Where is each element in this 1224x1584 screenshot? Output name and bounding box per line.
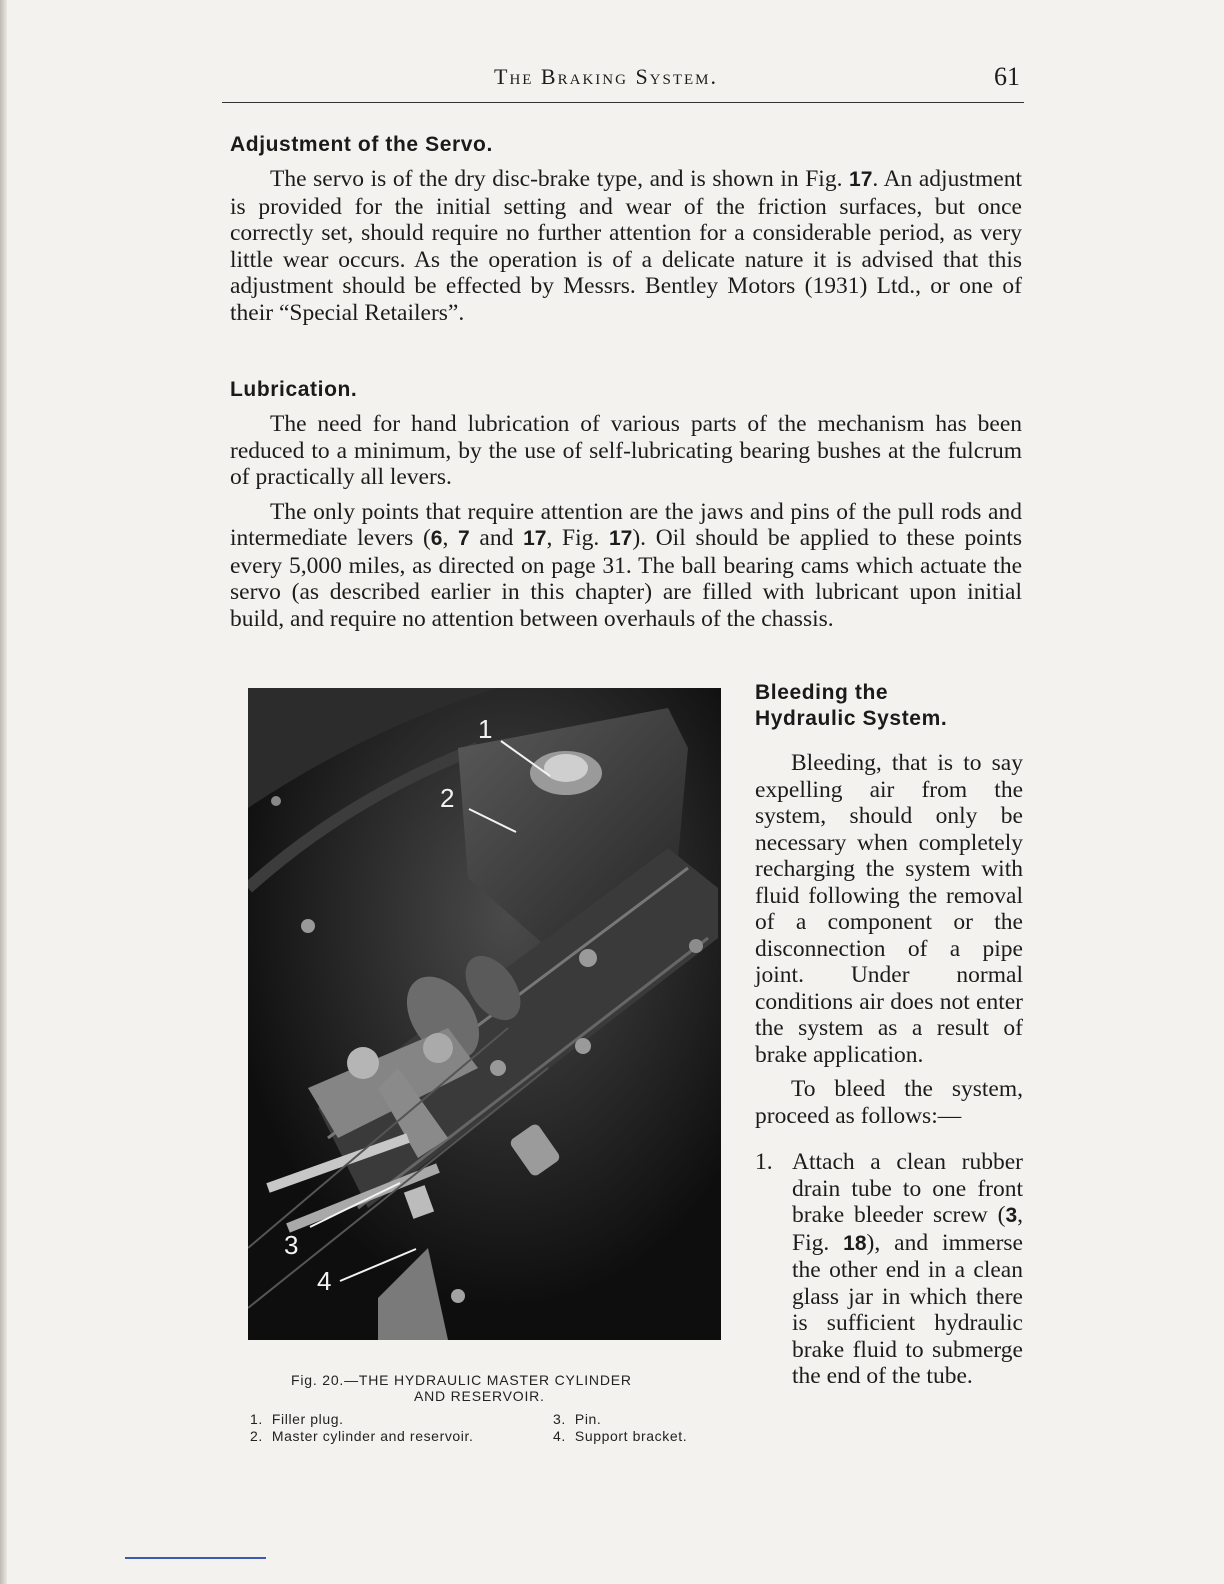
running-header — [222, 62, 1024, 103]
heading-lubrication: Lubrication. — [230, 378, 358, 401]
page-edge-shadow — [0, 0, 7, 1584]
bleeding-text — [755, 750, 1023, 1129]
heading-bleeding — [755, 680, 947, 732]
figure-caption-line-1: Fig. 20.—THE HYDRAULIC MASTER CYLINDER — [291, 1372, 632, 1388]
footer-rule — [125, 1557, 266, 1559]
lubrication-text — [230, 411, 1022, 632]
legend-item-2: 2. Master cylinder and reservoir. — [250, 1428, 474, 1444]
lubrication-paragraph-2: The only points that require attention are the jaws and pins of the pull rods and intermediate levers (6, 7 and 17, Fig. 17). Oil should be applied to these points every 5,000 miles, as directed on page 31. The ball bearing cams which actuate the servo (as described earlier in this chapter) are filled with lubricant upon initial build, and require no attention between overhauls of the chassis. — [230, 498, 1022, 632]
callout-3: 3 — [284, 1230, 299, 1260]
lubrication-paragraph-1: The need for hand lubrication of various parts of the mechanism has been reduced to a minimum, by the use of self-lubricating bearing bushes at the fulcrum of practically all levers. — [230, 411, 1022, 490]
bleeding-paragraph-2: To bleed the system, proceed as follows:— — [755, 1076, 1023, 1129]
callout-4: 4 — [317, 1266, 332, 1296]
legend-item-3: 3. Pin. — [553, 1411, 602, 1427]
legend-item-4: 4. Support bracket. — [553, 1428, 688, 1444]
heading-servo: Adjustment of the Servo. — [230, 133, 493, 156]
figure-20-photo — [248, 688, 721, 1340]
servo-paragraph: The servo is of the dry disc-brake type, and is shown in Fig. 17. An adjustment is provided for the initial setting and wear of the friction surfaces, but once correctly set, should require no further attention for a considerable period, as very little wear occurs. As the operation is of a delicate nature it is advised that this adjustment should be effected by Messrs. Bentley Motors (1931) Ltd., or one of their “Special Retailers”. — [230, 166, 1023, 326]
legend-item-1: 1. Filler plug. — [250, 1411, 344, 1427]
bleeding-paragraph-1: Bleeding, that is to say expelling air from the system, should only be necessary when completely recharging the system with fluid following the removal of a component or the disconnection of a pipe joint. Under normal conditions air does not enter the system as a result of brake application. — [755, 750, 1023, 1068]
heading-bleeding-line-1: Bleeding the — [755, 681, 889, 704]
bleeding-step-1 — [755, 1149, 1023, 1390]
figure-caption-line-2: AND RESERVOIR. — [414, 1388, 545, 1404]
running-title: The Braking System. — [494, 64, 719, 89]
page-number: 61 — [994, 62, 1020, 91]
step-text: Attach a clean rubber drain tube to one front brake bleeder screw (3, Fig. 18), and immerse the other end in a clean glass jar in which there is sufficient hydraulic brake fluid to submerge the end of the tube. — [792, 1149, 1023, 1389]
heading-bleeding-line-2: Hydraulic System. — [755, 707, 948, 730]
callout-1: 1 — [478, 714, 493, 744]
callout-2: 2 — [440, 783, 455, 813]
step-number: 1. — [755, 1149, 773, 1175]
servo-text — [230, 166, 1022, 326]
